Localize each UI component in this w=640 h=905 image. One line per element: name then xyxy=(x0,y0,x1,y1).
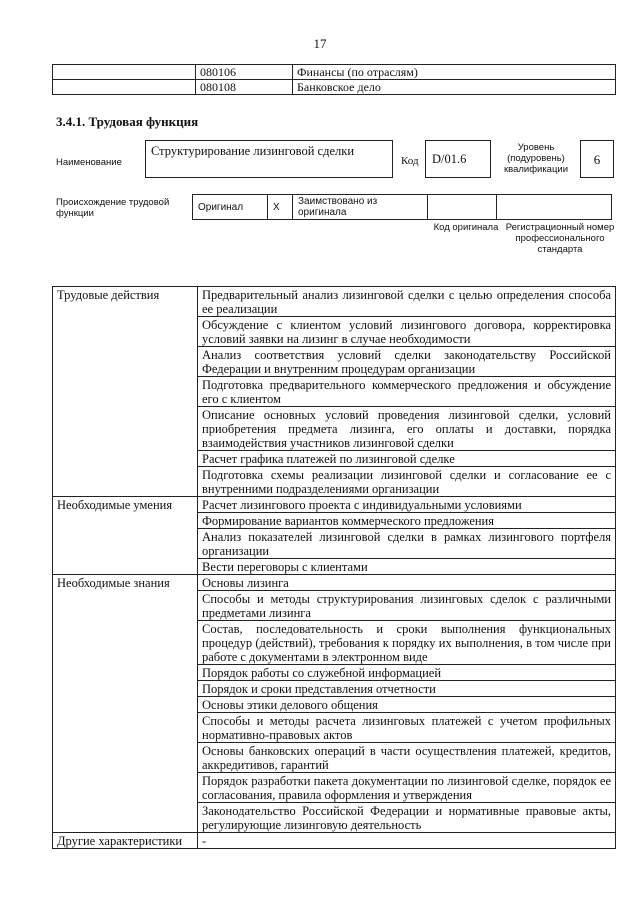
item-cell: Анализ соответствия условий сделки законодательству Российской Федерации и внутренним процедурам организации xyxy=(198,347,616,377)
item-cell: Вести переговоры с клиентами xyxy=(198,559,616,575)
original-label: Оригинал xyxy=(193,195,268,220)
code-origin-label: Код оригинала xyxy=(433,222,499,233)
level-value: 6 xyxy=(580,140,614,178)
code-label: Код xyxy=(401,155,419,167)
reg-number-label: Регистрационный номер профессионального стандарта xyxy=(505,222,615,255)
category-cell: Необходимые знания xyxy=(53,575,198,833)
original-mark: X xyxy=(268,195,293,220)
item-cell: Подготовка схемы реализации лизинговой сделки и согласование ее с внутренними подразделениями организации xyxy=(198,467,616,497)
level-label: Уровень (подуровень) квалификации xyxy=(503,142,569,175)
item-cell: Законодательство Российской Федерации и нормативные правовые акты, регулирующие лизинговую деятельность xyxy=(198,803,616,833)
item-cell: Предварительный анализ лизинговой сделки с целью определения способа ее реализации xyxy=(198,287,616,317)
function-name-value: Структурирование лизинговой сделки xyxy=(145,140,393,178)
table-row xyxy=(53,833,616,849)
item-cell: Способы и методы структурирования лизинговых сделок с различными предметами лизинга xyxy=(198,591,616,621)
origin-table xyxy=(192,194,612,220)
table-row xyxy=(53,80,616,95)
item-cell: Основы банковских операций в части осуществления платежей, кредитов, аккредитивов, гарантий xyxy=(198,743,616,773)
item-cell: Подготовка предварительного коммерческого предложения и обсуждение его с клиентом xyxy=(198,377,616,407)
empty-cell xyxy=(53,65,196,80)
item-cell: Анализ показателей лизинговой сделки в рамках лизингового портфеля организации xyxy=(198,529,616,559)
item-cell: Описание основных условий проведения лизинговой сделки, условий приобретения предмета лизинга, его оплаты и доставки, порядка взаимодействия участников лизинговой сделки xyxy=(198,407,616,451)
item-cell: Способы и методы расчета лизинговых платежей с учетом профильных нормативно-правовых актов xyxy=(198,713,616,743)
item-cell: Расчет лизингового проекта с индивидуальными условиями xyxy=(198,497,616,513)
item-cell: Формирование вариантов коммерческого предложения xyxy=(198,513,616,529)
category-cell: Другие характеристики xyxy=(53,833,198,849)
category-cell: Необходимые умения xyxy=(53,497,198,575)
item-cell: Порядок и сроки представления отчетности xyxy=(198,681,616,697)
page-number: 17 xyxy=(313,36,327,51)
reg-number-cell xyxy=(497,195,612,220)
item-cell: Основы лизинга xyxy=(198,575,616,591)
okso-name: Банковское дело xyxy=(293,80,616,95)
function-details-table xyxy=(52,286,616,849)
item-cell: Обсуждение с клиентом условий лизингового договора, корректировка условий заявки на лизинг в случае необходимости xyxy=(198,317,616,347)
section-heading: 3.4.1. Трудовая функция xyxy=(56,114,199,129)
okso-name: Финансы (по отраслям) xyxy=(293,65,616,80)
okso-code: 080108 xyxy=(196,80,293,95)
table-row xyxy=(53,287,616,317)
empty-cell xyxy=(53,80,196,95)
table-row xyxy=(193,195,612,220)
table-row xyxy=(53,497,616,513)
item-cell: Порядок разработки пакета документации по лизинговой сделке, порядок ее согласования, правила оформления и утверждения xyxy=(198,773,616,803)
origin-label: Происхождение трудовой функции xyxy=(56,197,170,219)
code-origin-cell xyxy=(428,195,497,220)
table-row xyxy=(53,575,616,591)
category-cell: Трудовые действия xyxy=(53,287,198,497)
item-cell: Расчет графика платежей по лизинговой сделке xyxy=(198,451,616,467)
okso-code: 080106 xyxy=(196,65,293,80)
name-label: Наименование xyxy=(56,157,122,168)
item-cell: Состав, последовательность и сроки выполнения функциональных процедур (действий), требования к порядку их выполнения, в том числе при работе с документами в электронном виде xyxy=(198,621,616,665)
table-row xyxy=(53,65,616,80)
item-cell: Основы этики делового общения xyxy=(198,697,616,713)
item-cell: Порядок работы со служебной информацией xyxy=(198,665,616,681)
borrowed-label: Заимствовано из оригинала xyxy=(293,195,428,220)
code-value: D/01.6 xyxy=(425,140,491,178)
okso-table xyxy=(52,64,616,95)
item-cell: - xyxy=(198,833,616,849)
